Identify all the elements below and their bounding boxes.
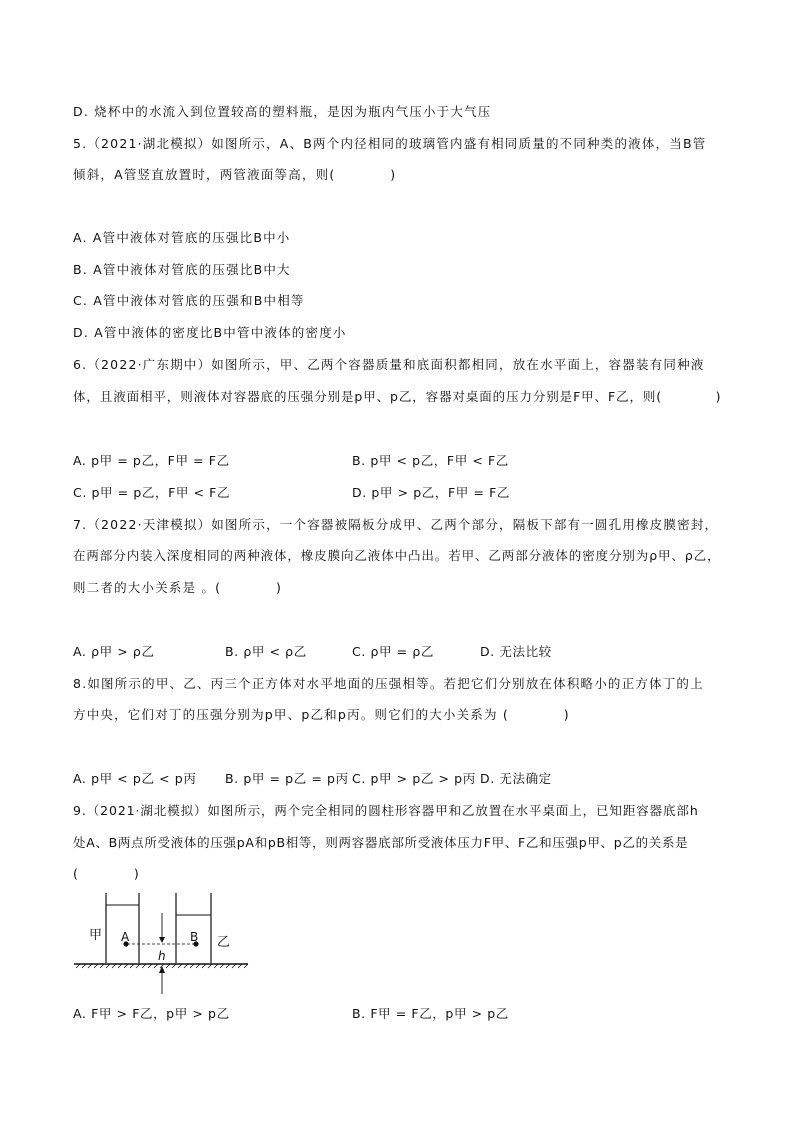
q6-option-b: B. p甲 < p乙，F甲 < F乙 (352, 453, 509, 468)
q5-stem-line1: 5.（2021·湖北模拟）如图所示，A、B两个内径相同的玻璃管内盛有相同质量的不同种类的液体，当B管 (73, 136, 707, 151)
q9-option-a: A. F甲 > F乙，p甲 > p乙 (73, 1006, 230, 1021)
q8-stem-line1: 8.如图所示的甲、乙、丙三个正方体对水平地面的压强相等。若把它们分别放在体积略小的正方体丁的上 (73, 676, 704, 691)
table-surface (74, 964, 248, 968)
q6-option-a: A. p甲 = p乙，F甲 = F乙 (73, 453, 230, 468)
q4-option-d: D. 烧杯中的水流入到位置较高的塑料瓶，是因为瓶内气压小于大气压 (73, 104, 492, 119)
q9-stem-line3: ( ) (73, 866, 140, 881)
q6-stem-line1: 6.（2022·广东期中）如图所示，甲、乙两个容器质量和底面积都相同，放在水平面上，容器装有同种液 (73, 357, 705, 372)
q5-option-a: A. A管中液体对管底的压强比B中小 (73, 230, 291, 245)
label-height: h (158, 949, 166, 963)
label-yi: 乙 (217, 935, 231, 950)
q8-stem-line2: 方中央，它们对丁的压强分别为p甲、p乙和p丙。则它们的大小关系为 ( ) (73, 707, 570, 722)
q9-stem-line2: 处A、B两点所受液体的压强pA和pB相等，则两容器底部所受液体压力F甲、F乙和压强p甲、p乙的关系是 (73, 835, 689, 850)
q7-stem-line2: 在两部分内装入深度相同的两种液体，橡皮膜向乙液体中凸出。若甲、乙两部分液体的密度分别为ρ甲、ρ乙， (73, 548, 721, 563)
q7-option-d: D. 无法比较 (480, 644, 552, 659)
q7-option-a: A. ρ甲 > ρ乙 (73, 644, 155, 659)
q8-option-c: C. p甲 > p乙 > p丙 (352, 771, 476, 786)
q7-stem-line1: 7.（2022·天津模拟）如图所示，一个容器被隔板分成甲、乙两个部分，隔板下部有一圆孔用橡皮膜密封， (73, 517, 719, 532)
q9-stem-line1: 9.（2021·湖北模拟）如图所示，两个完全相同的圆柱形容器甲和乙放置在水平桌面上，已知距容器底部h (73, 803, 699, 818)
q5-stem-line2: 倾斜，A管竖直放置时，两管液面等高，则( ) (73, 167, 397, 182)
q5-option-c: C. A管中液体对管底的压强和B中相等 (73, 293, 305, 308)
q7-option-b: B. ρ甲 < ρ乙 (225, 644, 307, 659)
q9-option-b: B. F甲 = F乙，p甲 > p乙 (352, 1006, 509, 1021)
q7-stem-line3: 则二者的大小关系是 。( ) (73, 580, 283, 595)
q8-option-b: B. p甲 = p乙 = p丙 (225, 771, 349, 786)
q8-option-a: A. p甲 < p乙 < p丙 (73, 771, 197, 786)
q6-option-d: D. p甲 > p乙，F甲 = F乙 (352, 485, 510, 500)
q6-stem-line2: 体，且液面相平，则液体对容器底的压强分别是p甲、p乙，容器对桌面的压力分别是F甲、F乙，则( ) (73, 389, 722, 404)
container-yi (176, 893, 211, 963)
label-point-b: B (190, 930, 199, 944)
q8-option-d: D. 无法确定 (480, 771, 552, 786)
q5-option-b: B. A管中液体对管底的压强比B中大 (73, 262, 291, 277)
label-point-a: A (121, 930, 130, 944)
q7-option-c: C. ρ甲 = ρ乙 (352, 644, 434, 659)
container-jia (106, 893, 139, 963)
q6-option-c: C. p甲 = p乙，F甲 < F乙 (73, 485, 231, 500)
q5-option-d: D. A管中液体的密度比B中管中液体的密度小 (73, 325, 347, 340)
label-jia: 甲 (89, 928, 103, 943)
q9-figure (70, 886, 270, 998)
